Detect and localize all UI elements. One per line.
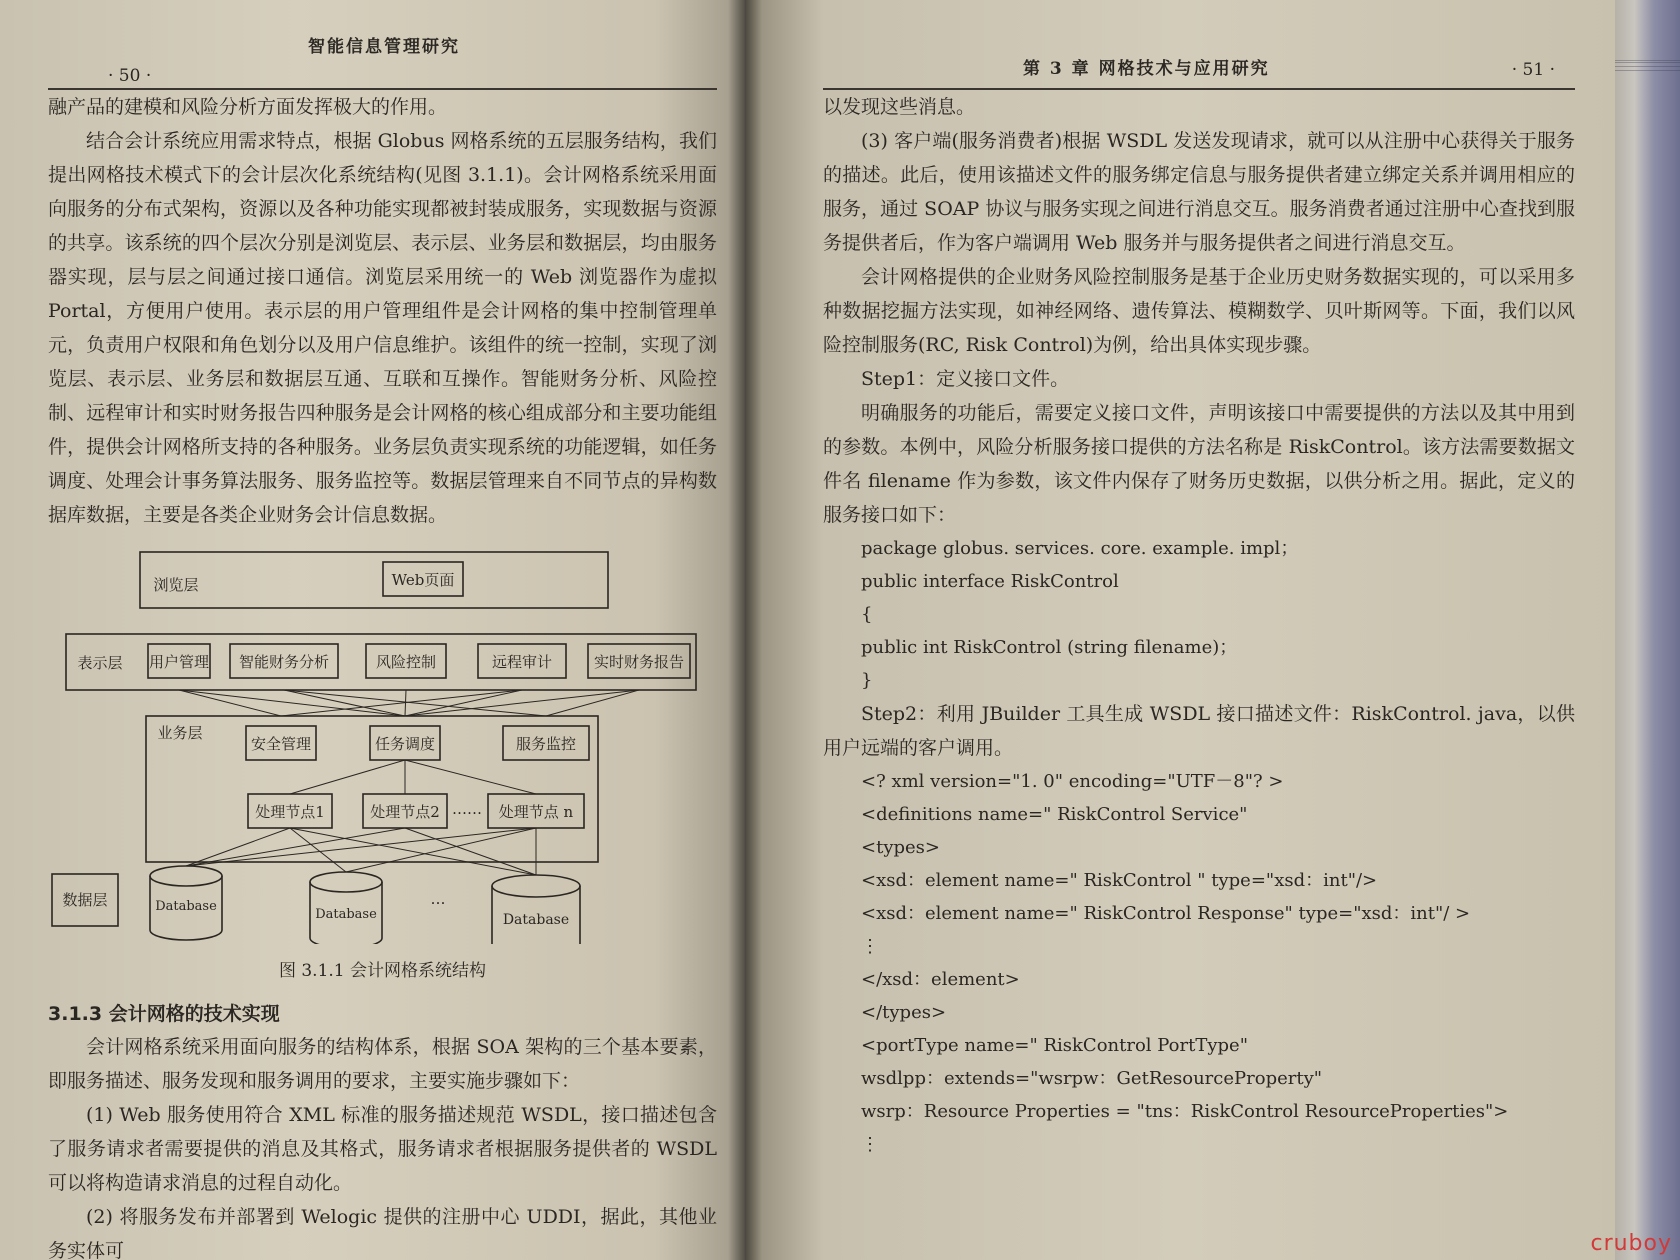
- chapter-title: 第 3 章 网格技术与应用研究: [1023, 59, 1270, 79]
- right-paragraph-2: (3) 客户端(服务消费者)根据 WSDL 发送发现请求，就可以从注册中心获得关于服务的描述。此后，使用该描述文件的服务绑定信息与服务提供者建立绑定关系并调用相应的服务，通过 SOAP 协议与服务实现之间进行消息交互。服务消费者通过注册中心查找到服务提供者后，作为客户端调用 Web 服务并与服务提供者之间进行消息交互。: [823, 130, 1575, 254]
- connection-arrows: [179, 690, 639, 875]
- node-n-label: 处理节点 n: [498, 803, 574, 821]
- web-page-label: Web页面: [391, 571, 455, 589]
- code-line: <xsd：element name=" RiskControl Response" type="xsd：int"/ >: [861, 903, 1471, 924]
- code-line: }: [861, 670, 873, 691]
- figure-caption: 图 3.1.1 会计网格系统结构: [278, 961, 487, 981]
- presentation-item-2: 智能财务分析: [238, 653, 330, 671]
- left-header-rule: [48, 88, 717, 90]
- code-line: </types>: [861, 1002, 947, 1023]
- interface-code-block: [823, 532, 1575, 697]
- database-ellipsis: …: [430, 890, 446, 908]
- presentation-item-5: 实时财务报告: [593, 653, 685, 671]
- node-ellipsis: ……: [452, 800, 482, 818]
- left-paragraph-1: 融产品的建模和风险分析方面发挥极大的作用。: [48, 96, 448, 118]
- code-line: ⋮: [861, 936, 879, 957]
- step1-label: Step1：定义接口文件。: [861, 368, 1070, 390]
- database-2-label: Database: [315, 907, 377, 922]
- code-line: wsdlpp：extends="wsrpw：GetResourceProperty": [861, 1068, 1323, 1089]
- left-paragraph-5: (2) 将服务发布并部署到 Welogic 提供的注册中心 UDDI，据此，其他业务实体可: [48, 1206, 717, 1260]
- architecture-svg: [48, 544, 708, 944]
- system-architecture-diagram: [48, 544, 717, 948]
- code-line: ⋮: [861, 1134, 879, 1155]
- database-3-label: Database: [502, 912, 570, 928]
- node-1-label: 处理节点1: [255, 803, 325, 821]
- database-1-label: Database: [155, 899, 217, 914]
- code-line: <xsd：element name=" RiskControl " type="xsd：int"/>: [861, 870, 1378, 891]
- database-3-shape: [492, 875, 580, 944]
- code-line: <definitions name=" RiskControl Service": [861, 804, 1248, 825]
- code-line: public interface RiskControl: [861, 571, 1119, 592]
- presentation-layer-label: 表示层: [77, 654, 123, 672]
- watermark-text: cruboy: [1590, 1231, 1672, 1256]
- wsdl-code-block: [823, 765, 1575, 1161]
- business-layer-label: 业务层: [157, 724, 203, 742]
- right-page-number: · 51 ·: [1511, 60, 1555, 80]
- left-page: [0, 0, 745, 1260]
- browse-layer-box: [140, 552, 608, 608]
- presentation-item-1: 用户管理: [148, 653, 210, 671]
- code-line: wsrp：Resource Properties = "tns：RiskControl ResourceProperties">: [861, 1101, 1509, 1122]
- code-line: package globus. services. core. example. impl；: [861, 538, 1299, 559]
- business-item-2: 任务调度: [374, 735, 436, 753]
- right-page: [745, 0, 1615, 1260]
- right-paragraph-1: 以发现这些消息。: [823, 96, 976, 118]
- data-layer-label: 数据层: [62, 891, 108, 909]
- browse-layer-label: 浏览层: [153, 576, 199, 594]
- presentation-item-4: 远程审计: [491, 653, 553, 671]
- left-paragraph-4: (1) Web 服务使用符合 XML 标准的服务描述规范 WSDL，接口描述包含了服务请求者需要提供的消息及其格式，服务请求者根据服务提供者的 WSDL 可以将构造请求消息的过程自动化。: [48, 1104, 717, 1194]
- presentation-item-3: 风险控制: [375, 653, 437, 671]
- book-gutter-shadow: [728, 0, 762, 1260]
- left-paragraph-3: 会计网格系统采用面向服务的结构体系，根据 SOA 架构的三个基本要素，即服务描述、服务发现和服务调用的要求，主要实施步骤如下：: [48, 1036, 717, 1092]
- step2-paragraph: Step2：利用 JBuilder 工具生成 WSDL 接口描述文件：RiskControl. java，以供用户远端的客户调用。: [823, 703, 1575, 759]
- code-line: public int RiskControl (string filename)；: [861, 637, 1238, 658]
- code-line: <types>: [861, 837, 940, 858]
- code-line: </xsd：element>: [861, 969, 1020, 990]
- code-line: {: [861, 604, 873, 625]
- left-running-title: 智能信息管理研究: [308, 37, 460, 57]
- business-item-1: 安全管理: [250, 735, 312, 753]
- right-header-rule: [823, 88, 1575, 90]
- node-2-label: 处理节点2: [370, 803, 440, 821]
- right-paragraph-4: 明确服务的功能后，需要定义接口文件，声明该接口中需要提供的方法以及其中用到的参数。本例中，风险分析服务接口提供的方法名称是 RiskControl。该方法需要数据文件名 filename 作为参数，该文件内保存了财务历史数据，以供分析之用。据此，定义的服务接口如下：: [823, 402, 1575, 526]
- book-page-edges: [1615, 0, 1680, 1260]
- left-running-head: [48, 30, 717, 90]
- right-running-head: [823, 30, 1575, 90]
- section-heading: 3.1.3 会计网格的技术实现: [48, 1003, 280, 1025]
- code-line: <? xml version="1. 0" encoding="UTF－8"? >: [861, 771, 1284, 792]
- left-paragraph-2: 结合会计系统应用需求特点，根据 Globus 网格系统的五层服务结构，我们提出网格技术模式下的会计层次化系统结构(见图 3.1.1)。会计网格系统采用面向服务的分布式架构，资源以及各种功能实现都被封装成服务，实现数据与资源的共享。该系统的四个层次分别是浏览层、表示层、业务层和数据层，均由服务器实现，层与层之间通过接口通信。浏览层采用统一的 Web 浏览器作为虚拟 Portal，方便用户使用。表示层的用户管理组件是会计网格的集中控制管理单元，负责用户权限和角色划分以及用户信息维护。该组件的统一控制，实现了浏览层、表示层、业务层和数据层互通、互联和互操作。智能财务分析、风险控制、远程审计和实时财务报告四种服务是会计网格的核心组成部分和主要功能组件，提供会计网格所支持的各种服务。业务层负责实现系统的功能逻辑，如任务调度、处理会计事务算法服务、服务监控等。数据层管理来自不同节点的异构数据库数据，主要是各类企业财务会计信息数据。: [48, 130, 717, 526]
- code-line: <portType name=" RiskControl PortType": [861, 1035, 1248, 1056]
- right-paragraph-3: 会计网格提供的企业财务风险控制服务是基于企业历史财务数据实现的，可以采用多种数据挖掘方法实现，如神经网络、遗传算法、模糊数学、贝叶斯网等。下面，我们以风险控制服务(RC, Risk Control)为例，给出具体实现步骤。: [823, 266, 1575, 356]
- business-item-3: 服务监控: [515, 735, 577, 753]
- left-page-number: · 50 ·: [108, 66, 152, 86]
